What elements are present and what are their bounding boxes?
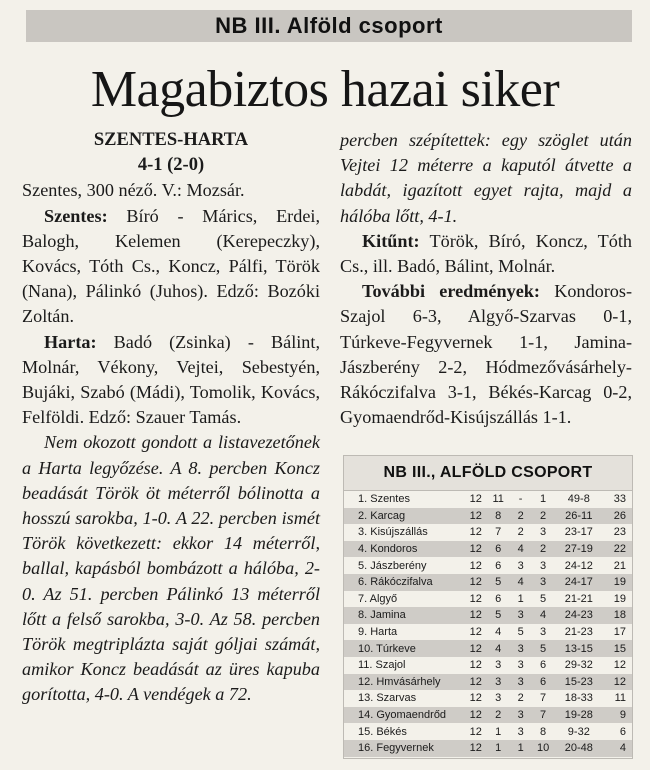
away-lineup-paragraph xyxy=(22,330,320,431)
table-cell-w: 4 xyxy=(495,626,502,639)
table-cell-d: 2 xyxy=(517,509,524,522)
table-row xyxy=(344,508,632,525)
table-cell-p: 12 xyxy=(469,692,482,705)
table-cell-team: 5. Jászberény xyxy=(358,559,427,572)
table-cell-d: 3 xyxy=(517,659,524,672)
table-cell-team: 9. Harta xyxy=(358,626,398,639)
table-cell-d: 3 xyxy=(517,675,524,688)
table-cell-pts: 18 xyxy=(613,609,626,622)
article-column-left xyxy=(22,128,320,708)
standouts-label: Kitűnt: xyxy=(362,230,420,251)
table-cell-team: 7. Algyő xyxy=(358,592,398,605)
table-cell-d: 4 xyxy=(517,543,524,556)
table-cell-d: 3 xyxy=(517,642,524,655)
table-cell-w: 7 xyxy=(495,526,502,539)
table-cell-l: 6 xyxy=(540,659,547,672)
table-cell-team: 14. Gyomaendrőd xyxy=(358,709,447,722)
other-results: Kondoros-Szajol 6-3, Algyő-Szarvas 0-1, Túrkeve-Fegyvernek 1-1, Jamina-Jászberény 2-2, Hódmezővásárhely-Rákóczifalva 3-1, Békés-Karcag 0-2, Gyomaendrőd-Kisújszállás 1-1. xyxy=(340,281,632,428)
table-cell-team: 13. Szarvas xyxy=(358,692,417,705)
standings-table-header xyxy=(344,456,632,491)
table-cell-p: 12 xyxy=(469,742,482,755)
table-cell-team: 4. Kondoros xyxy=(358,543,418,556)
table-cell-team: 8. Jamina xyxy=(358,609,406,622)
standings-table xyxy=(344,491,632,757)
rubric-text: NB III. Alföld csoport xyxy=(215,13,443,38)
table-cell-pts: 33 xyxy=(613,493,626,506)
table-cell-team: 15. Békés xyxy=(358,725,407,738)
table-cell-l: 3 xyxy=(540,576,547,589)
table-cell-w: 1 xyxy=(495,725,502,738)
table-cell-w: 1 xyxy=(495,742,502,755)
home-lineup: Bíró - Márics, Erdei, Balogh, Kelemen (Kerepeczky), Kovács, Tóth Cs., Koncz, Pálfi, Török (Nana), Pálinkó (Juhos). Edző: Bozóki Zoltán. xyxy=(22,205,321,327)
table-cell-pts: 19 xyxy=(613,592,626,605)
table-cell-g: 49-8 xyxy=(567,493,590,506)
table-cell-g: 24-23 xyxy=(564,609,593,622)
table-cell-p: 12 xyxy=(469,509,482,522)
table-row xyxy=(344,657,632,674)
table-cell-l: 8 xyxy=(540,725,547,738)
home-lineup-paragraph xyxy=(22,204,320,330)
table-cell-team: 16. Fegyvernek xyxy=(358,742,434,755)
home-team-label: Szentes: xyxy=(44,205,108,226)
table-cell-g: 21-23 xyxy=(564,626,593,639)
results-paragraph xyxy=(340,279,632,430)
table-cell-p: 12 xyxy=(469,592,482,605)
table-cell-p: 12 xyxy=(469,675,482,688)
table-cell-p: 12 xyxy=(469,725,482,738)
table-cell-team: 11. Szajol xyxy=(358,659,406,672)
table-cell-w: 5 xyxy=(495,576,502,589)
table-cell-g: 24-12 xyxy=(564,559,593,572)
table-cell-g: 23-17 xyxy=(564,526,593,539)
table-cell-p: 12 xyxy=(469,709,482,722)
table-cell-pts: 11 xyxy=(614,692,626,705)
table-cell-pts: 21 xyxy=(613,559,626,572)
table-cell-d: 3 xyxy=(517,725,524,738)
table-cell-d: 2 xyxy=(517,526,524,539)
table-cell-d: 2 xyxy=(517,692,524,705)
table-cell-d: 4 xyxy=(517,576,524,589)
table-cell-p: 12 xyxy=(469,559,482,572)
table-cell-l: 2 xyxy=(540,509,547,522)
table-cell-l: 3 xyxy=(540,526,547,539)
table-row xyxy=(344,740,632,757)
table-row xyxy=(344,607,632,624)
table-cell-p: 12 xyxy=(469,526,482,539)
table-cell-w: 3 xyxy=(495,692,502,705)
table-row xyxy=(344,541,632,558)
table-cell-p: 12 xyxy=(469,543,482,556)
table-cell-p: 12 xyxy=(469,493,482,506)
match-report-left: Nem okozott gondott a listavezetőnek a Harta legyőzése. A 8. percben Koncz beadását Török öt méterről bólinotta a hosszú sarokba, 1-0. A 22. percben ismét Török következett: ekkor 14 méterről, ballal, kapásból bombázott a hálóba, 2-0. Az 51. percben Pálinkó 13 méterről lőtt a felső sarokba, 3-0. Az 58. percben Török megtriplázta saját góljai számát, amikor Koncz beadását az üres kapuba gorította, 4-0. A vendégek a 72. xyxy=(22,432,320,705)
table-cell-l: 5 xyxy=(540,642,547,655)
table-cell-pts: 12 xyxy=(613,675,626,688)
headline: Magabiztos hazai siker xyxy=(90,61,560,118)
standings-table-box xyxy=(343,455,633,759)
table-row xyxy=(344,640,632,657)
standouts-paragraph xyxy=(340,229,632,279)
table-cell-pts: 9 xyxy=(619,709,626,722)
table-cell-d: 1 xyxy=(517,742,524,755)
table-row xyxy=(344,557,632,574)
section-rubric xyxy=(26,10,632,42)
table-cell-w: 6 xyxy=(495,592,502,605)
table-cell-d: 3 xyxy=(517,609,524,622)
table-cell-p: 12 xyxy=(469,659,482,672)
match-score: 4-1 (2-0) xyxy=(137,155,205,176)
table-cell-l: 4 xyxy=(540,609,547,622)
table-cell-l: 7 xyxy=(540,692,547,705)
table-cell-pts: 22 xyxy=(613,543,626,556)
table-cell-team: 2. Karcag xyxy=(358,509,406,522)
standings-table-title: NB III., ALFÖLD CSOPORT xyxy=(383,464,593,481)
table-cell-l: 10 xyxy=(536,742,550,755)
table-cell-d: 3 xyxy=(517,559,524,572)
table-cell-w: 11 xyxy=(492,493,504,506)
table-row xyxy=(344,524,632,541)
table-cell-w: 3 xyxy=(495,659,502,672)
table-cell-g: 24-17 xyxy=(564,576,593,589)
table-cell-team: 1. Szentes xyxy=(358,493,410,506)
table-cell-w: 4 xyxy=(495,642,502,655)
table-cell-g: 13-15 xyxy=(564,642,593,655)
match-report-right: percben szépítettek: egy szöglet után Vejtei 12 méterre a kaputól átvette a labdát, igazított egyet rajta, majd a hálóba lőtt, 4-1. xyxy=(340,130,632,226)
table-cell-l: 1 xyxy=(540,493,547,506)
table-row xyxy=(344,674,632,691)
table-row xyxy=(344,707,632,724)
away-team-label: Harta: xyxy=(44,331,97,352)
table-cell-pts: 17 xyxy=(613,626,626,639)
table-cell-p: 12 xyxy=(469,626,482,639)
table-cell-l: 6 xyxy=(540,675,547,688)
table-cell-team: 10. Túrkeve xyxy=(358,642,416,655)
table-cell-g: 29-32 xyxy=(564,659,593,672)
table-cell-g: 21-21 xyxy=(564,592,593,605)
table-cell-l: 3 xyxy=(540,559,547,572)
table-cell-l: 5 xyxy=(540,592,547,605)
table-cell-g: 18-33 xyxy=(564,692,593,705)
table-row xyxy=(344,491,632,508)
table-cell-w: 5 xyxy=(495,609,502,622)
table-cell-team: 12. Hmvásárhely xyxy=(358,675,441,688)
table-cell-pts: 26 xyxy=(613,509,626,522)
table-cell-w: 6 xyxy=(495,559,502,572)
away-lineup: Badó (Zsinka) - Bálint, Molnár, Vékony, Vejtei, Sebestyén, Bujáki, Szabó (Mádi), Tomolik, Kovács, Felföldi. Edző: Szauer Tamás. xyxy=(22,331,320,428)
table-cell-g: 26-11 xyxy=(565,509,593,522)
table-cell-w: 6 xyxy=(495,543,502,556)
match-title: SZENTES-HARTA xyxy=(93,130,249,150)
table-cell-p: 12 xyxy=(469,642,482,655)
table-cell-pts: 15 xyxy=(613,642,626,655)
table-row xyxy=(344,591,632,608)
table-cell-team: 6. Rákóczifalva xyxy=(358,576,433,589)
table-cell-pts: 4 xyxy=(619,742,626,755)
table-cell-p: 12 xyxy=(469,609,482,622)
table-cell-l: 3 xyxy=(540,626,547,639)
table-row xyxy=(344,624,632,641)
table-cell-pts: 23 xyxy=(613,526,626,539)
table-row xyxy=(344,574,632,591)
table-cell-p: 12 xyxy=(469,576,482,589)
table-cell-l: 2 xyxy=(540,543,547,556)
table-row xyxy=(344,723,632,740)
table-cell-pts: 12 xyxy=(613,659,626,672)
table-cell-pts: 6 xyxy=(619,725,626,738)
table-cell-g: 20-48 xyxy=(564,742,593,755)
table-cell-w: 8 xyxy=(495,509,502,522)
table-cell-g: 19-28 xyxy=(564,709,593,722)
table-cell-w: 3 xyxy=(495,675,502,688)
table-cell-l: 7 xyxy=(540,709,547,722)
table-cell-d: 3 xyxy=(517,709,524,722)
table-cell-g: 9-32 xyxy=(567,725,590,738)
table-row xyxy=(344,690,632,707)
article-column-right xyxy=(340,128,632,430)
results-label: További eredmények: xyxy=(362,281,540,302)
standouts: Török, Bíró, Koncz, Tóth Cs., ill. Badó, Bálint, Molnár. xyxy=(340,230,632,277)
table-cell-pts: 19 xyxy=(613,576,626,589)
table-cell-w: 2 xyxy=(495,709,502,722)
table-cell-d: 1 xyxy=(517,592,524,605)
table-cell-team: 3. Kisújszállás xyxy=(358,526,428,539)
table-cell-g: 15-23 xyxy=(564,675,593,688)
table-cell-d: - xyxy=(518,493,523,506)
table-cell-g: 27-19 xyxy=(564,543,593,556)
table-cell-d: 5 xyxy=(517,626,524,639)
match-venue: Szentes, 300 néző. V.: Mozsár. xyxy=(22,180,245,201)
